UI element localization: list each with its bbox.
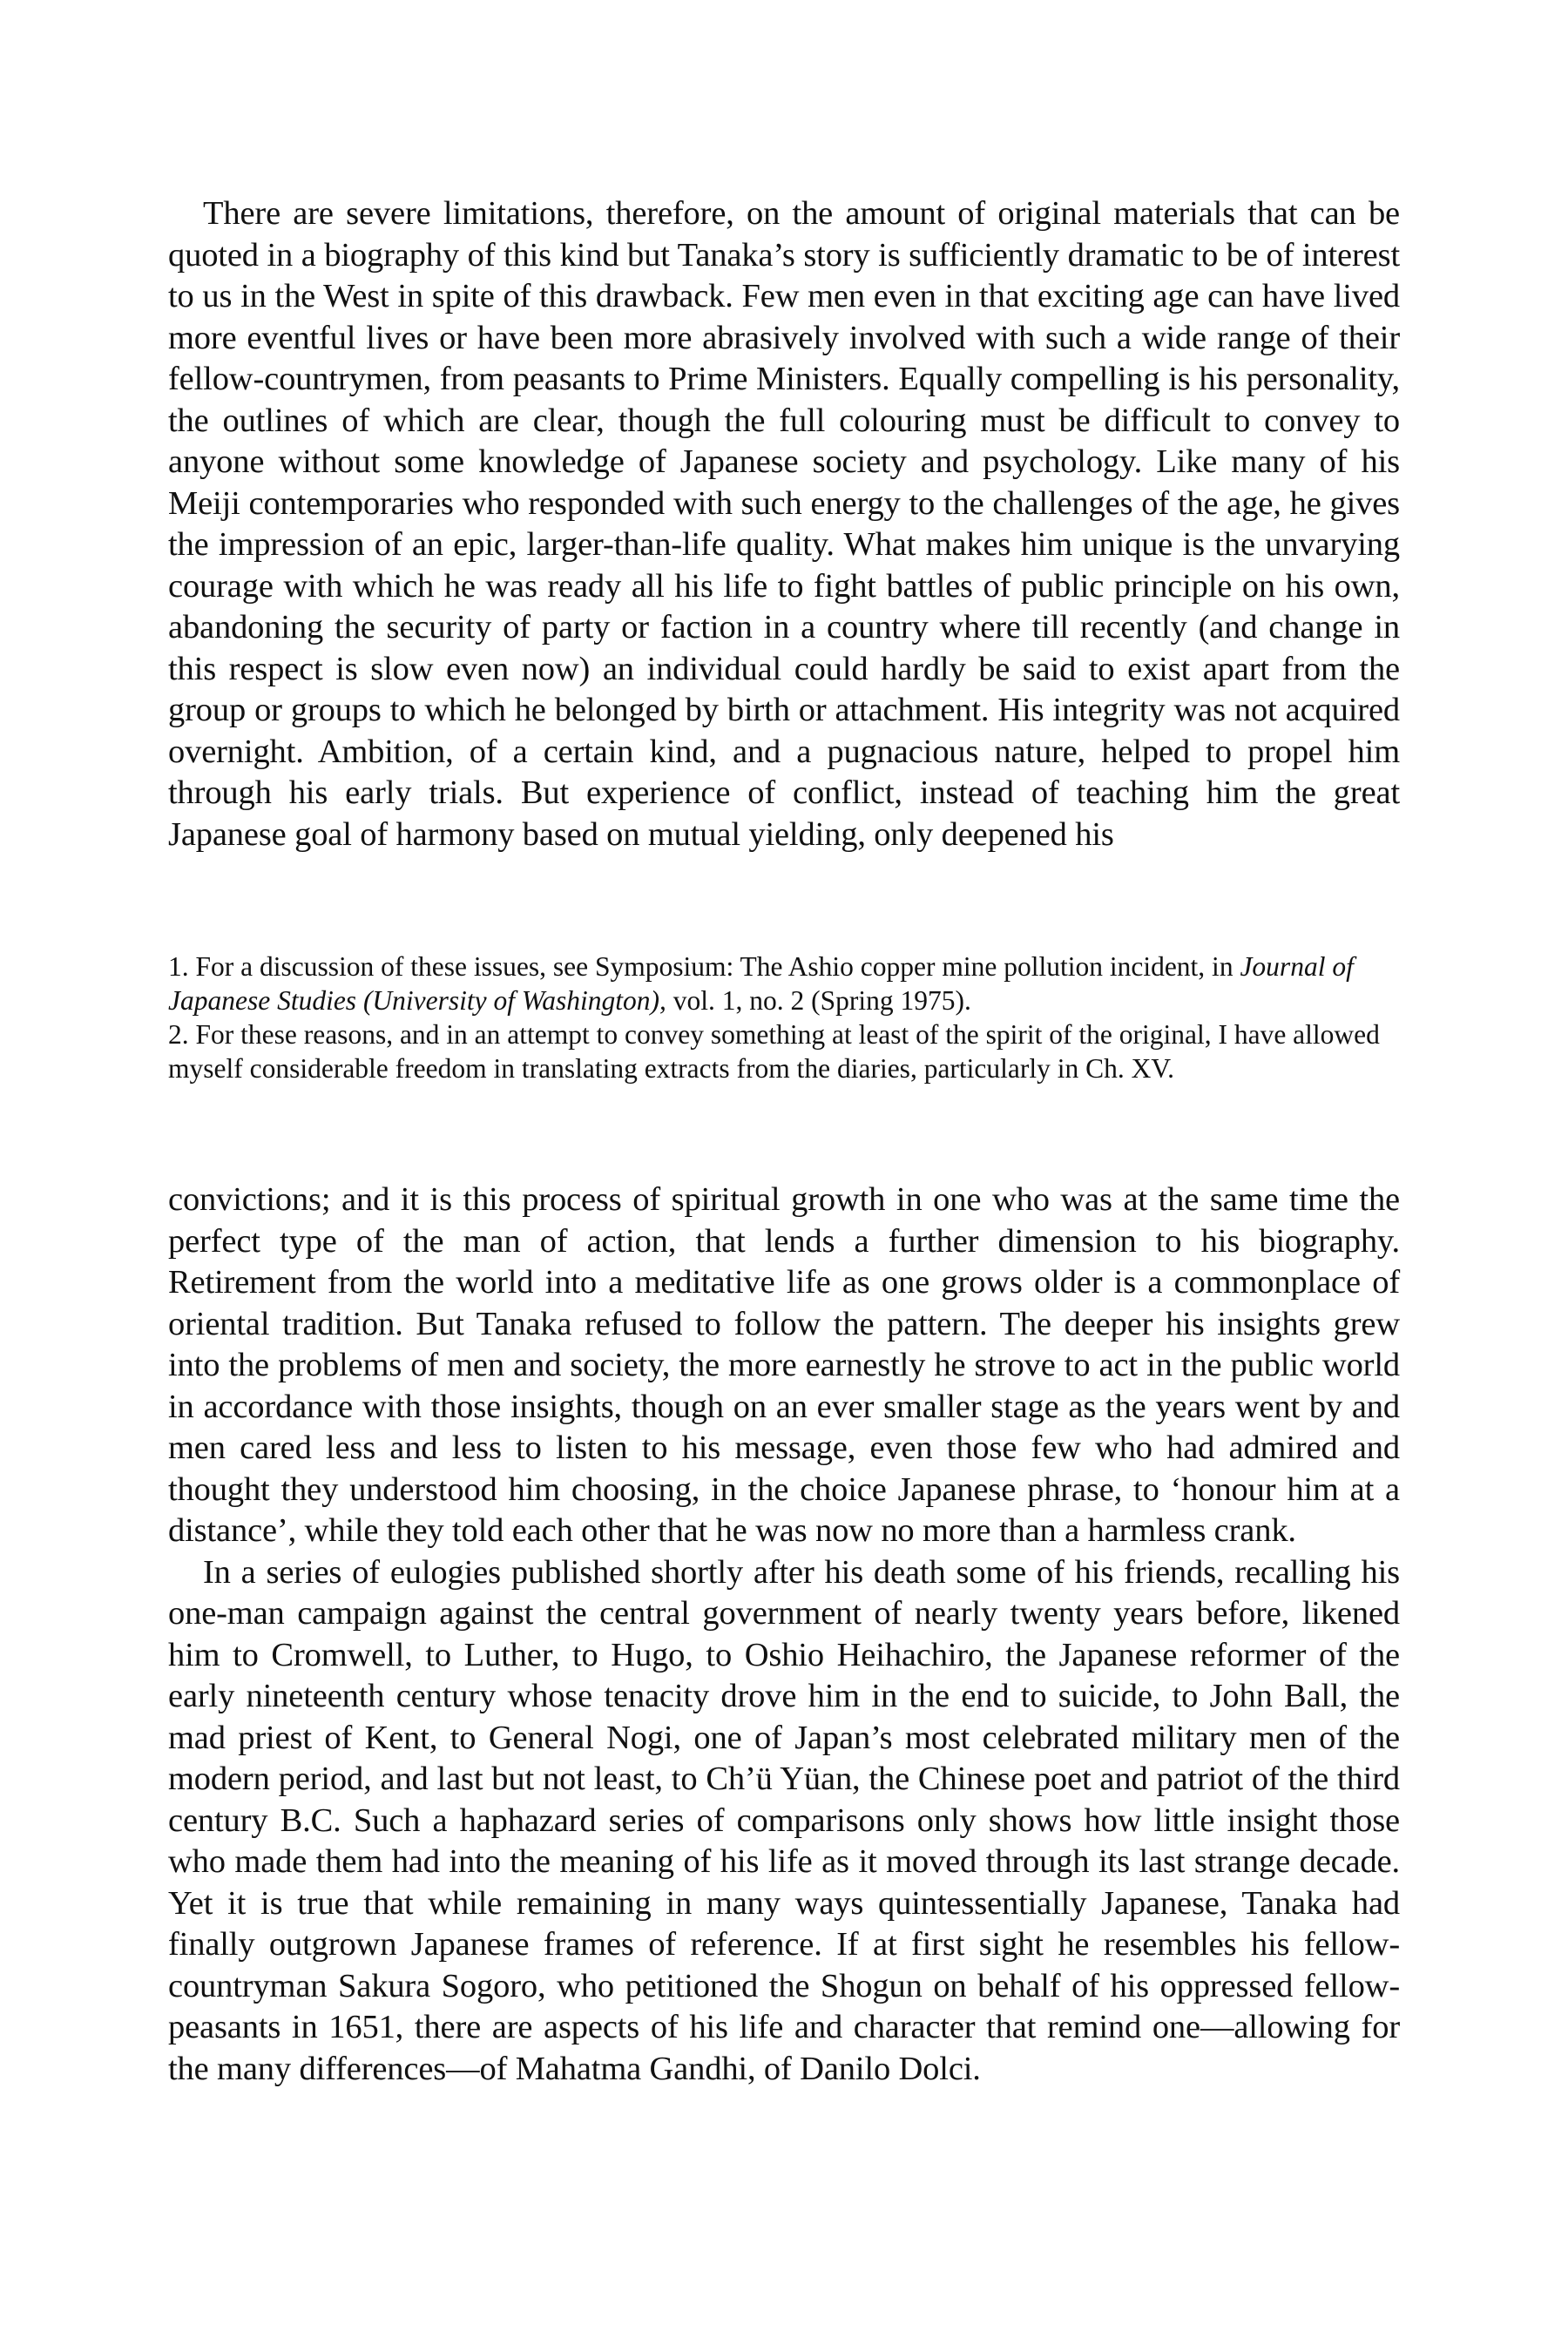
footnote-1-journal: Journal of Japanese Studies (University of Washington), [168, 951, 1354, 1016]
footnote-2: 2. For these reasons, and in an attempt to convey something at least of the spirit of the original, I have allowed myself considerable freedom in translating extracts from the diaries, particularly in Ch. XV. [168, 1019, 1380, 1084]
footnote-1 [168, 950, 1400, 1017]
footnote-1-prefix: 1. For a discussion of these issues, see Symposium: The Ashio copper mine pollution incident, in [168, 951, 1233, 982]
footnotes [168, 950, 1400, 1085]
top-paragraph: There are severe limitations, therefore, on the amount of original materials that can be quoted in a biography of this kind but Tanaka’s story is sufficiently dramatic to be of interest to us in the West in spite of this drawback. Few men even in that exciting age can have lived more eventful lives or have been more abrasively involved with such a wide range of their fellow-countrymen, from peasants to Prime Ministers. Equally compelling is his personality, the outlines of which are clear, though the full colouring must be difficult to convey to anyone without some knowledge of Japanese society and psychology. Like many of his Meiji contemporaries who responded with such energy to the challenges of the age, he gives the impression of an epic, larger-than-life quality. What makes him unique is the unvarying courage with which he was ready all his life to fight battles of public principle on his own, abandoning the security of party or faction in a country where till recently (and change in this respect is slow even now) an individual could hardly be said to exist apart from the group or groups to which he belonged by birth or attachment. His integrity was not acquired overnight. Ambition, of a certain kind, and a pugnacious nature, helped to propel him through his early trials. But experience of conflict, instead of teaching him the great Japanese goal of harmony based on mutual yielding, only deepened his [168, 195, 1400, 853]
continuation-paragraph: convictions; and it is this process of spiritual growth in one who was at the same time the perfect type of the man of action, that lends a further dimension to his biography. Retirement from the world into a meditative life as one grows older is a commonplace of oriental tradition. But Tanaka refused to follow the pattern. The deeper his insights grew into the problems of men and society, the more earnestly he strove to act in the public world in accordance with those insights, though on an ever smaller stage as the years went by and men cared less and less to listen to his message, even those few who had admired and thought they understood him choosing, in the choice Japanese phrase, to ‘honour him at a distance’, while they told each other that he was now no more than a harmless crank. [168, 1181, 1400, 1549]
top-text-block [168, 193, 1400, 855]
final-paragraph: In a series of eulogies published shortly after his death some of his friends, recalling his one-man campaign against the central government of nearly twenty years before, likened him to Cromwell, to Luther, to Hugo, to Oshio Heihachiro, the Japanese reformer of the early nineteenth century whose tenacity drove him in the end to suicide, to John Ball, the mad priest of Kent, to General Nogi, one of Japan’s most celebrated military men of the modern period, and last but not least, to Ch’ü Yüan, the Chinese poet and patriot of the third century B.C. Such a haphazard series of comparisons only shows how little insight those who made them had into the meaning of his life as it moved through its last strange decade. Yet it is true that while remaining in many ways quintessentially Japanese, Tanaka had finally outgrown Japanese frames of reference. If at first sight he resembles his fellow-countryman Sakura Sogoro, who petitioned the Shogun on behalf of his oppressed fellow-peasants in 1651, there are aspects of his life and character that remind one—allowing for the many differences—of Mahatma Gandhi, of Danilo Dolci. [168, 1553, 1400, 2087]
bottom-text-block [168, 1179, 1400, 2090]
footnote-1-suffix: vol. 1, no. 2 (Spring 1975). [672, 985, 971, 1016]
